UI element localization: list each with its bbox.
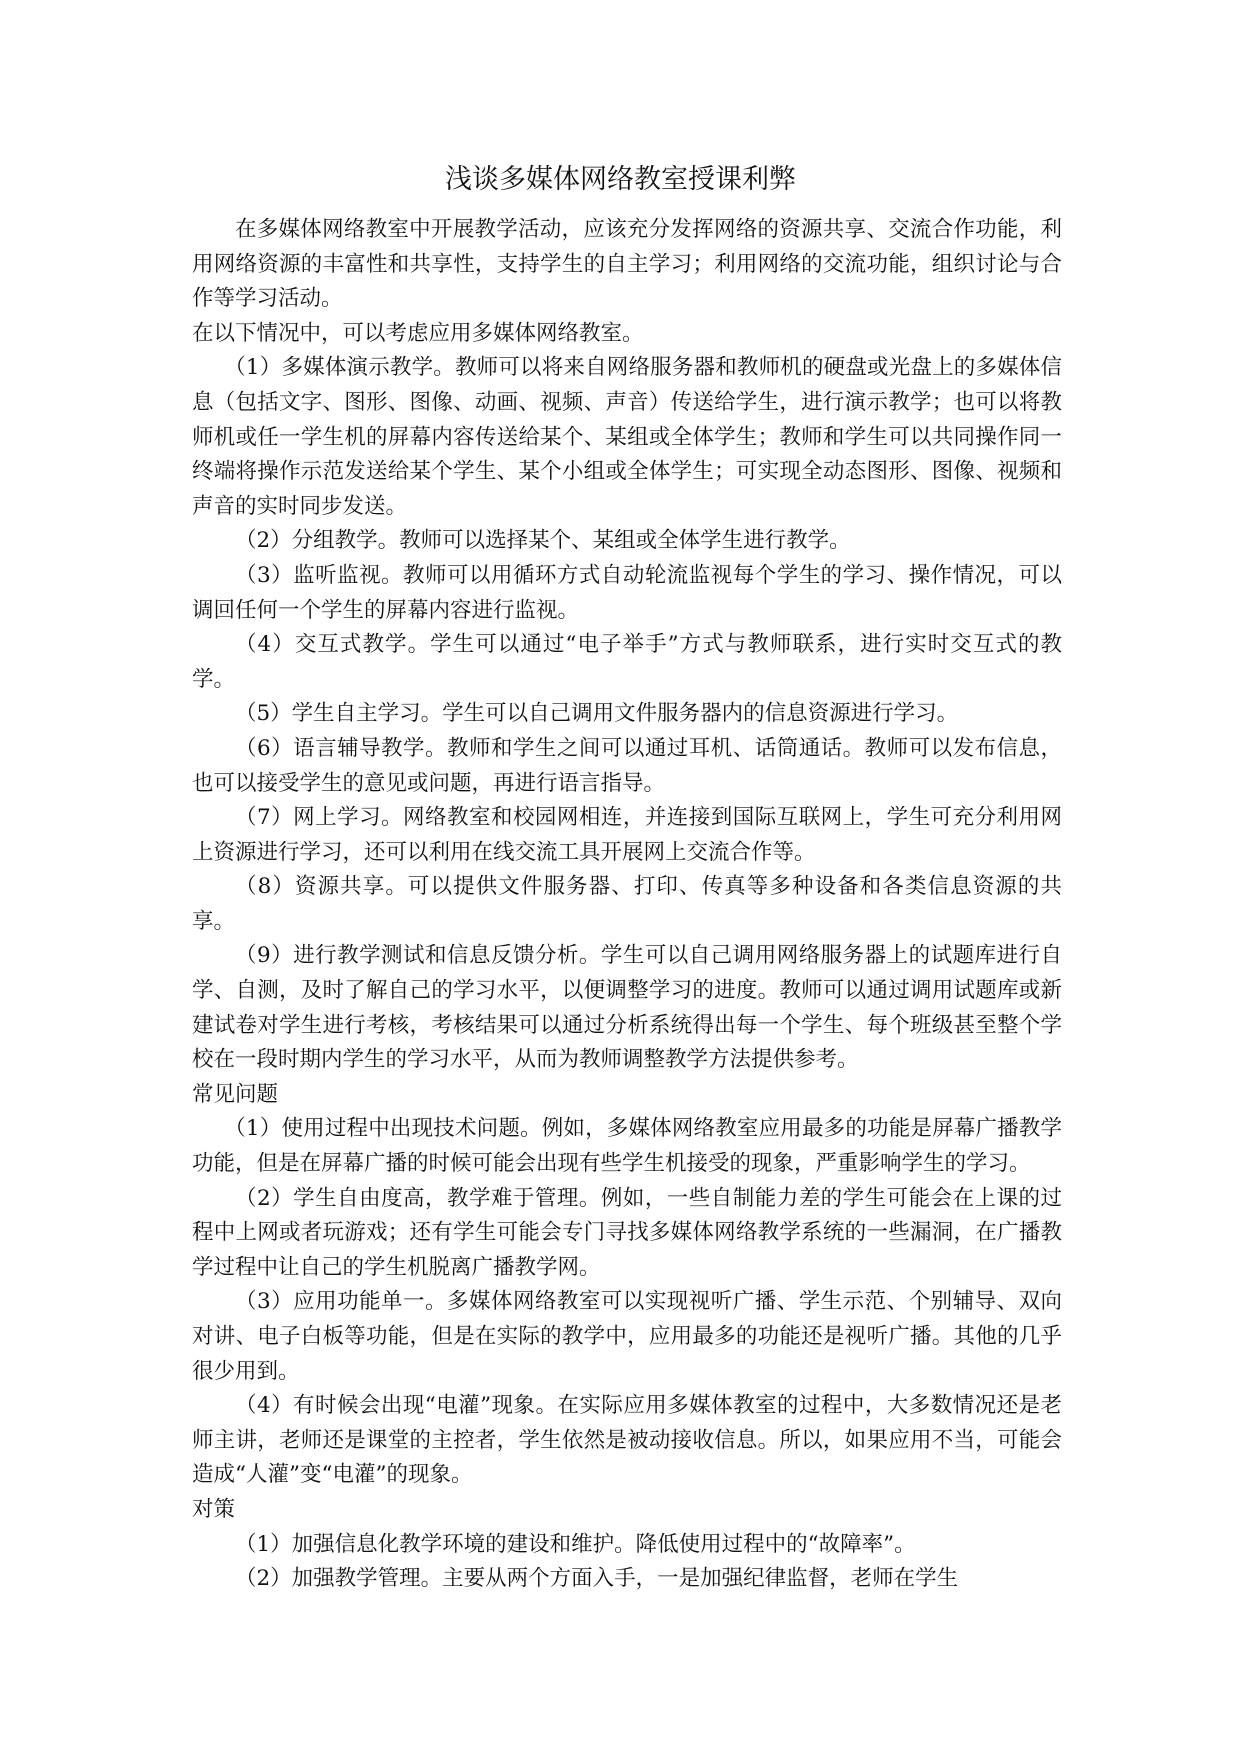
usage-case-7: （7）网上学习。网络教室和校园网相连，并连接到国际互联网上，学生可充分利用网上资源进行学习，还可以利用在线交流工具开展网上交流合作等。 <box>192 805 1062 865</box>
usage-case-6: （6）语言辅导教学。教师和学生之间可以通过耳机、话筒通话。教师可以发布信息，也可以接受学生的意见或问题，再进行语言指导。 <box>192 735 1062 796</box>
usage-case-5: （5）学生自主学习。学生可以自己调用文件服务器内的信息资源进行学习。 <box>235 701 959 727</box>
solution-2: （2）加强教学管理。主要从两个方面入手，一是加强纪律监督，老师在学生 <box>235 1566 959 1592</box>
solution-1: （1）加强信息化教学环境的建设和维护。降低使用过程中的“故障率”。 <box>235 1531 916 1557</box>
intro-paragraph: 在多媒体网络教室中开展教学活动，应该充分发挥网络的资源共享、交流合作功能，利用网络资源的丰富性和共享性，支持学生的自主学习；利用网络的交流功能，组织讨论与合作等学习活动。 <box>192 217 1062 312</box>
problem-1: （1）使用过程中出现技术问题。例如，多媒体网络教室应用最多的功能是屏幕广播教学功能，但是在屏幕广播的时候可能会出现有些学生机接受的现象，严重影响学生的学习。 <box>192 1116 1062 1177</box>
usage-case-2: （2）分组教学。教师可以选择某个、某组或全体学生进行教学。 <box>235 528 851 554</box>
usage-case-3: （3）监听监视。教师可以用循环方式自动轮流监视每个学生的学习、操作情况，可以调回任何一个学生的屏幕内容进行监视。 <box>192 562 1062 623</box>
problems-heading: 常见问题 <box>192 1081 279 1107</box>
usage-cases-heading: 在以下情况中，可以考虑应用多媒体网络教室。 <box>192 320 644 346</box>
problem-4: （4）有时候会出现“电灌”现象。在实际应用多媒体教室的过程中，大多数情况还是老师主讲，老师还是课堂的主控者，学生依然是被动接收信息。所以，如果应用不当，可能会造成“人灌”变“电灌”的现象。 <box>192 1393 1062 1488</box>
usage-case-9: （9）进行教学测试和信息反馈分析。学生可以自己调用网络服务器上的试题库进行自学、自测，及时了解自己的学习水平，以便调整学习的进度。教师可以通过调用试题库或新建试卷对学生进行考核，考核结果可以通过分析系统得出每一个学生、每个班级甚至整个学校在一段时期内学生的学习水平，从而为教师调整教学方法提供参考。 <box>192 943 1062 1073</box>
usage-case-4: （4）交互式教学。学生可以通过“电子举手”方式与教师联系，进行实时交互式的教学。 <box>192 632 1062 692</box>
document-body <box>192 213 1062 1597</box>
solutions-heading: 对策 <box>192 1496 236 1522</box>
problem-2: （2）学生自由度高，教学难于管理。例如，一些自制能力差的学生可能会在上课的过程中上网或者玩游戏；还有学生可能会专门寻找多媒体网络教学系统的一些漏洞，在广播教学过程中让自己的学生机脱离广播教学网。 <box>192 1185 1062 1280</box>
document-title: 浅谈多媒体网络教室授课利弊 <box>445 164 796 195</box>
usage-case-8: （8）资源共享。可以提供文件服务器、打印、传真等多种设备和各类信息资源的共享。 <box>192 874 1062 934</box>
problem-3: （3）应用功能单一。多媒体网络教室可以实现视听广播、学生示范、个别辅导、双向对讲、电子白板等功能，但是在实际的教学中，应用最多的功能还是视听广播。其他的几乎很少用到。 <box>192 1289 1062 1384</box>
usage-case-1: （1）多媒体演示教学。教师可以将来自网络服务器和教师机的硬盘或光盘上的多媒体信息（包括文字、图形、图像、动画、视频、声音）传送给学生，进行演示教学；也可以将教师机或任一学生机的屏幕内容传送给某个、某组或全体学生；教师和学生可以共同操作同一终端将操作示范发送给某个学生、某个小组或全体学生；可实现全动态图形、图像、视频和声音的实时同步发送。 <box>192 355 1062 519</box>
